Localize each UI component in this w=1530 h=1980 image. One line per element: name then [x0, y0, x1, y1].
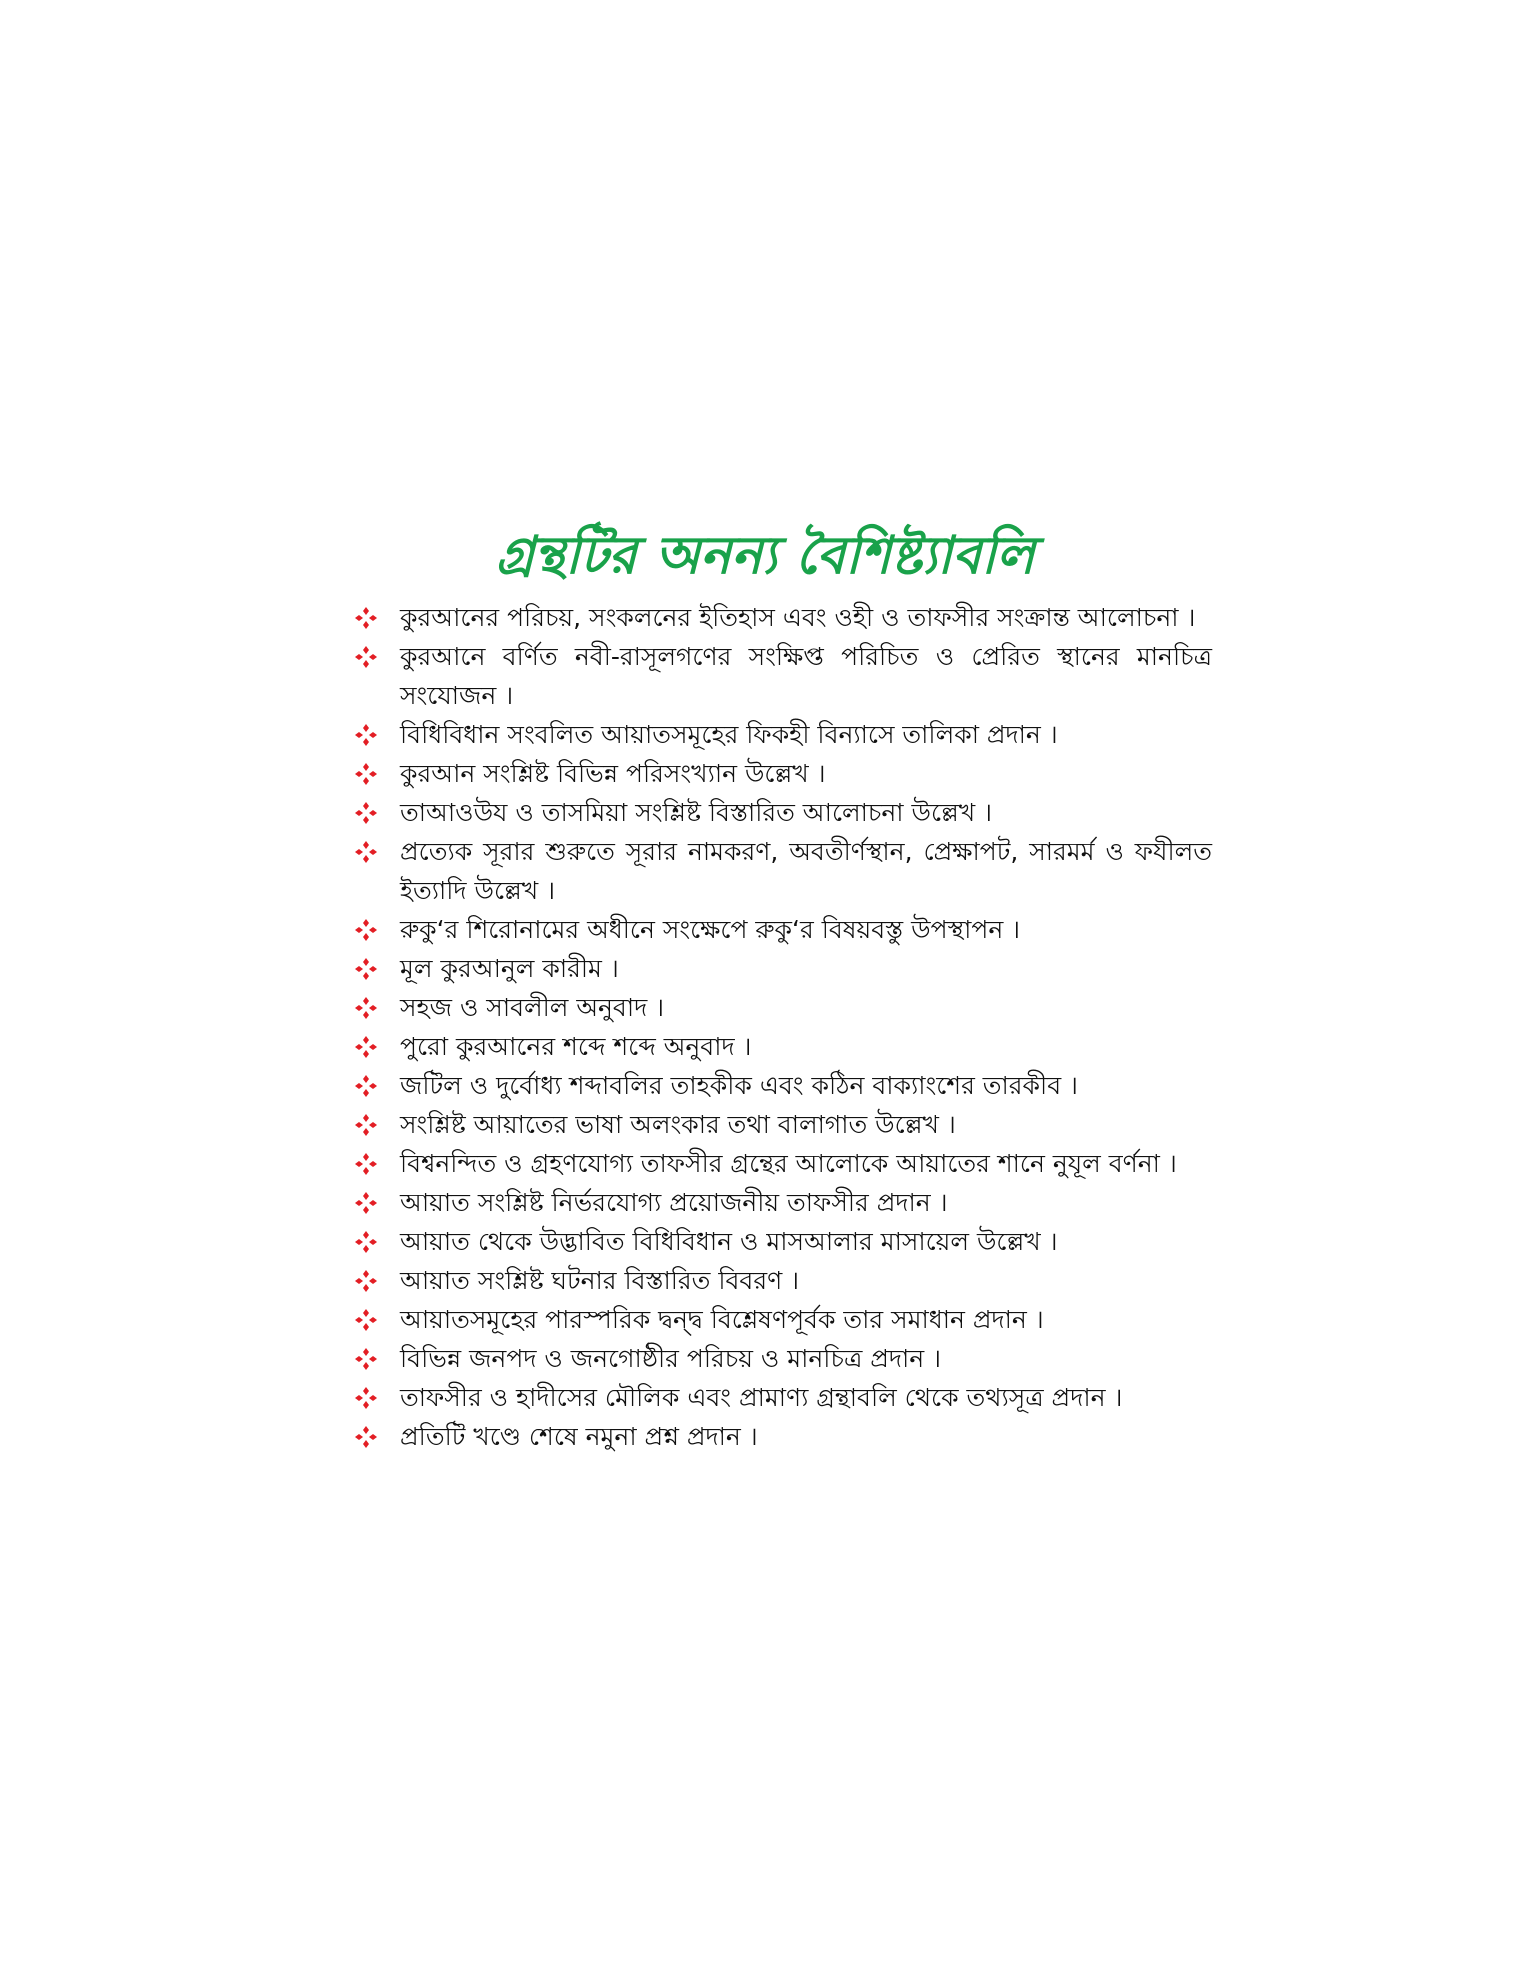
list-item: [352, 1183, 1212, 1222]
four-petal-diamond-icon: [354, 754, 380, 793]
four-petal-diamond-icon: [354, 1300, 380, 1339]
list-item: [352, 754, 1212, 793]
four-petal-diamond-icon: [354, 1417, 380, 1456]
list-item: [352, 1378, 1212, 1417]
feature-text: রুকু‘র শিরোনামের অধীনে সংক্ষেপে রুকু‘র বিষয়বস্তু উপস্থাপন ।: [400, 915, 1021, 944]
list-item: [352, 832, 1212, 910]
list-item: [352, 1105, 1212, 1144]
list-item: [352, 793, 1212, 832]
feature-text: তাআওউয ও তাসমিয়া সংশ্লিষ্ট বিস্তারিত আলোচনা উল্লেখ ।: [400, 798, 993, 827]
four-petal-diamond-icon: [354, 832, 380, 871]
feature-text: পুরো কুরআনের শব্দে শব্দে অনুবাদ ।: [400, 1032, 752, 1061]
four-petal-diamond-icon: [354, 1339, 380, 1378]
feature-text: বিশ্বনন্দিত ও গ্রহণযোগ্য তাফসীর গ্রন্থের আলোকে আয়াতের শানে নুযূল বর্ণনা ।: [400, 1149, 1177, 1178]
four-petal-diamond-icon: [354, 793, 380, 832]
feature-text: সংশ্লিষ্ট আয়াতের ভাষা অলংকার তথা বালাগাত উল্লেখ ।: [400, 1110, 956, 1139]
list-item: [352, 1417, 1212, 1456]
list-item: [352, 1144, 1212, 1183]
feature-text: প্রত্যেক সূরার শুরুতে সূরার নামকরণ, অবতীর্ণস্থান, প্রেক্ষাপট, সারমর্ম ও ফযীলত ইত্যাদি উল্লেখ ।: [400, 837, 1212, 905]
feature-text: আয়াত থেকে উদ্ভাবিত বিধিবিধান ও মাসআলার মাসায়েল উল্লেখ ।: [400, 1227, 1058, 1256]
four-petal-diamond-icon: [354, 1144, 380, 1183]
four-petal-diamond-icon: [354, 1105, 380, 1144]
feature-text: বিধিবিধান সংবলিত আয়াতসমূহের ফিকহী বিন্যাসে তালিকা প্রদান ।: [400, 720, 1058, 749]
list-item: [352, 1222, 1212, 1261]
list-item: [352, 598, 1212, 637]
four-petal-diamond-icon: [354, 715, 380, 754]
four-petal-diamond-icon: [354, 1222, 380, 1261]
feature-text: কুরআন সংশ্লিষ্ট বিভিন্ন পরিসংখ্যান উল্লেখ ।: [400, 759, 826, 788]
feature-text: প্রতিটি খণ্ডে শেষে নমুনা প্রশ্ন প্রদান ।: [400, 1422, 758, 1451]
feature-text: আয়াত সংশ্লিষ্ট ঘটনার বিস্তারিত বিবরণ ।: [400, 1266, 800, 1295]
four-petal-diamond-icon: [354, 637, 380, 676]
four-petal-diamond-icon: [354, 1261, 380, 1300]
list-item: [352, 1066, 1212, 1105]
feature-text: আয়াতসমূহের পারস্পরিক দ্বন্দ্ব বিশ্লেষণপূর্বক তার সমাধান প্রদান ।: [400, 1305, 1044, 1334]
feature-text: কুরআনে বর্ণিত নবী-রাসূলগণের সংক্ষিপ্ত পরিচিত ও প্রেরিত স্থানের মানচিত্র সংযোজন ।: [400, 642, 1212, 710]
list-item: [352, 1339, 1212, 1378]
feature-list: [352, 598, 1212, 1456]
page-title: গ্রন্থটির অনন্য বৈশিষ্ট্যাবলি: [495, 525, 1035, 586]
four-petal-diamond-icon: [354, 910, 380, 949]
feature-text: মূল কুরআনুল কারীম ।: [400, 954, 619, 983]
four-petal-diamond-icon: [354, 988, 380, 1027]
feature-text: বিভিন্ন জনপদ ও জনগোষ্ঠীর পরিচয় ও মানচিত্র প্রদান ।: [400, 1344, 942, 1373]
list-item: [352, 910, 1212, 949]
four-petal-diamond-icon: [354, 1378, 380, 1417]
four-petal-diamond-icon: [354, 949, 380, 988]
list-item: [352, 949, 1212, 988]
four-petal-diamond-icon: [354, 1066, 380, 1105]
feature-text: আয়াত সংশ্লিষ্ট নির্ভরযোগ্য প্রয়োজনীয় তাফসীর প্রদান ।: [400, 1188, 948, 1217]
four-petal-diamond-icon: [354, 1027, 380, 1066]
four-petal-diamond-icon: [354, 598, 380, 637]
feature-text: সহজ ও সাবলীল অনুবাদ ।: [400, 993, 665, 1022]
list-item: [352, 1027, 1212, 1066]
feature-text: কুরআনের পরিচয়, সংকলনের ইতিহাস এবং ওহী ও তাফসীর সংক্রান্ত আলোচনা ।: [400, 603, 1196, 632]
four-petal-diamond-icon: [354, 1183, 380, 1222]
list-item: [352, 988, 1212, 1027]
feature-text: তাফসীর ও হাদীসের মৌলিক এবং প্রামাণ্য গ্রন্থাবলি থেকে তথ্যসূত্র প্রদান ।: [400, 1383, 1123, 1412]
list-item: [352, 715, 1212, 754]
list-item: [352, 1300, 1212, 1339]
list-item: [352, 637, 1212, 715]
list-item: [352, 1261, 1212, 1300]
feature-text: জটিল ও দুর্বোধ্য শব্দাবলির তাহকীক এবং কঠিন বাক্যাংশের তারকীব ।: [400, 1071, 1078, 1100]
